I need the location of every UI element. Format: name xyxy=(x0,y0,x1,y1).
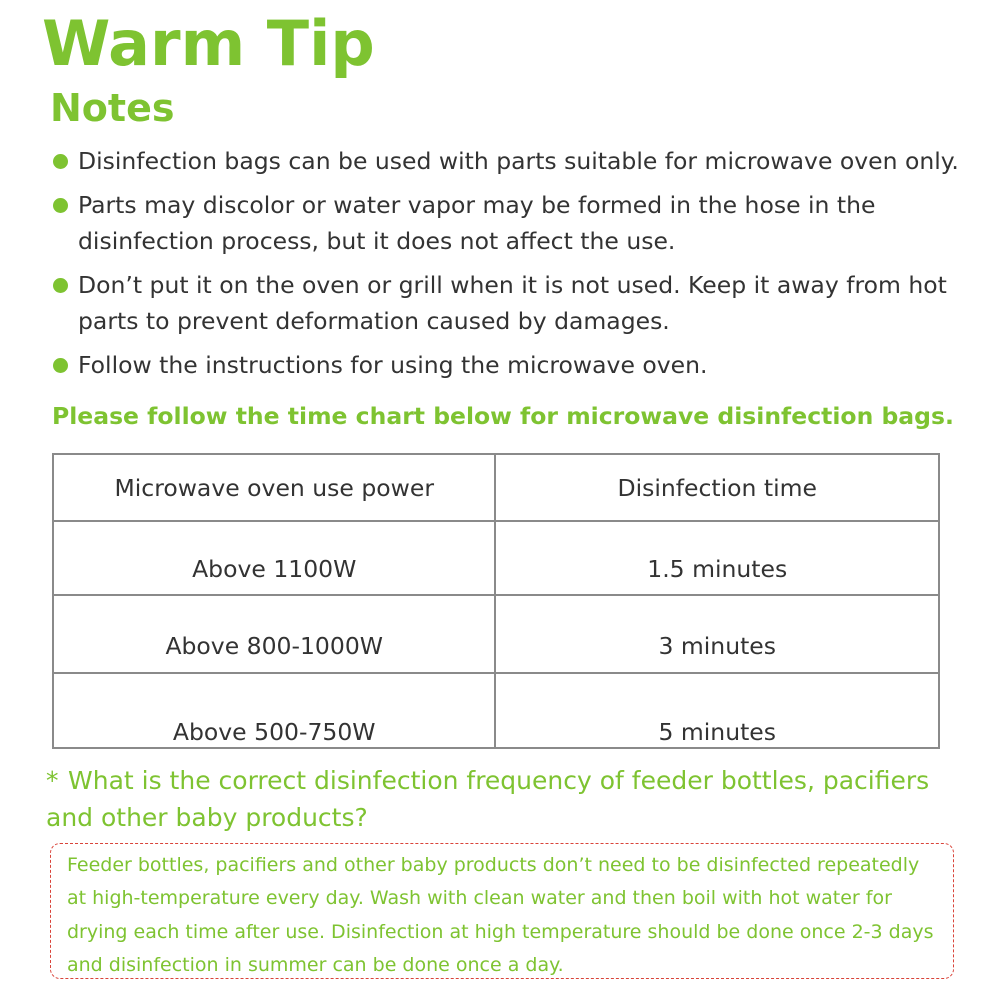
list-item xyxy=(52,267,992,339)
table-row xyxy=(53,595,939,673)
list-item xyxy=(52,347,992,383)
table-cell-time: 1.5 minutes xyxy=(495,521,939,595)
table-cell-time: 5 minutes xyxy=(495,673,939,748)
chart-heading: Please follow the time chart below for microwave disinfection bags. xyxy=(52,402,954,430)
bullet-dot-icon xyxy=(53,198,68,213)
table-row xyxy=(53,521,939,595)
note-text: Don’t put it on the oven or grill when it is not used. Keep it away from hot parts to prevent deformation caused by damages. xyxy=(78,271,947,335)
asterisk-marker: * xyxy=(46,766,59,795)
section-subtitle: Notes xyxy=(50,86,175,130)
table-row xyxy=(53,673,939,748)
table-cell-power: Above 500-750W xyxy=(53,673,495,748)
bullet-dot-icon xyxy=(53,154,68,169)
table-cell-time: 3 minutes xyxy=(495,595,939,673)
bullet-dot-icon xyxy=(53,278,68,293)
faq-question xyxy=(46,762,976,836)
disinfection-time-table xyxy=(52,453,940,749)
table-cell-power: Above 1100W xyxy=(53,521,495,595)
note-text: Disinfection bags can be used with parts suitable for microwave oven only. xyxy=(78,147,959,175)
notes-list xyxy=(52,143,992,391)
bullet-dot-icon xyxy=(53,358,68,373)
faq-answer-box xyxy=(50,843,954,979)
faq-question-text: What is the correct disinfection frequency of feeder bottles, pacifiers and other baby products? xyxy=(46,766,930,832)
list-item xyxy=(52,187,992,259)
list-item xyxy=(52,143,992,179)
note-text: Parts may discolor or water vapor may be formed in the hose in the disinfection process, but it does not affect the use. xyxy=(78,191,876,255)
page-title: Warm Tip xyxy=(42,7,375,80)
column-header-time: Disinfection time xyxy=(495,454,939,521)
note-text: Follow the instructions for using the microwave oven. xyxy=(78,351,708,379)
column-header-power: Microwave oven use power xyxy=(53,454,495,521)
table-cell-power: Above 800-1000W xyxy=(53,595,495,673)
table-header-row xyxy=(53,454,939,521)
faq-answer-text: Feeder bottles, pacifiers and other baby products don’t need to be disinfected repeatedly at high-temperature every day. Wash with clean water and then boil with hot water for drying each time after use. Disinfection at high temperature should be done once 2-3 days and disinfection in summer can be done once a day. xyxy=(67,854,934,976)
